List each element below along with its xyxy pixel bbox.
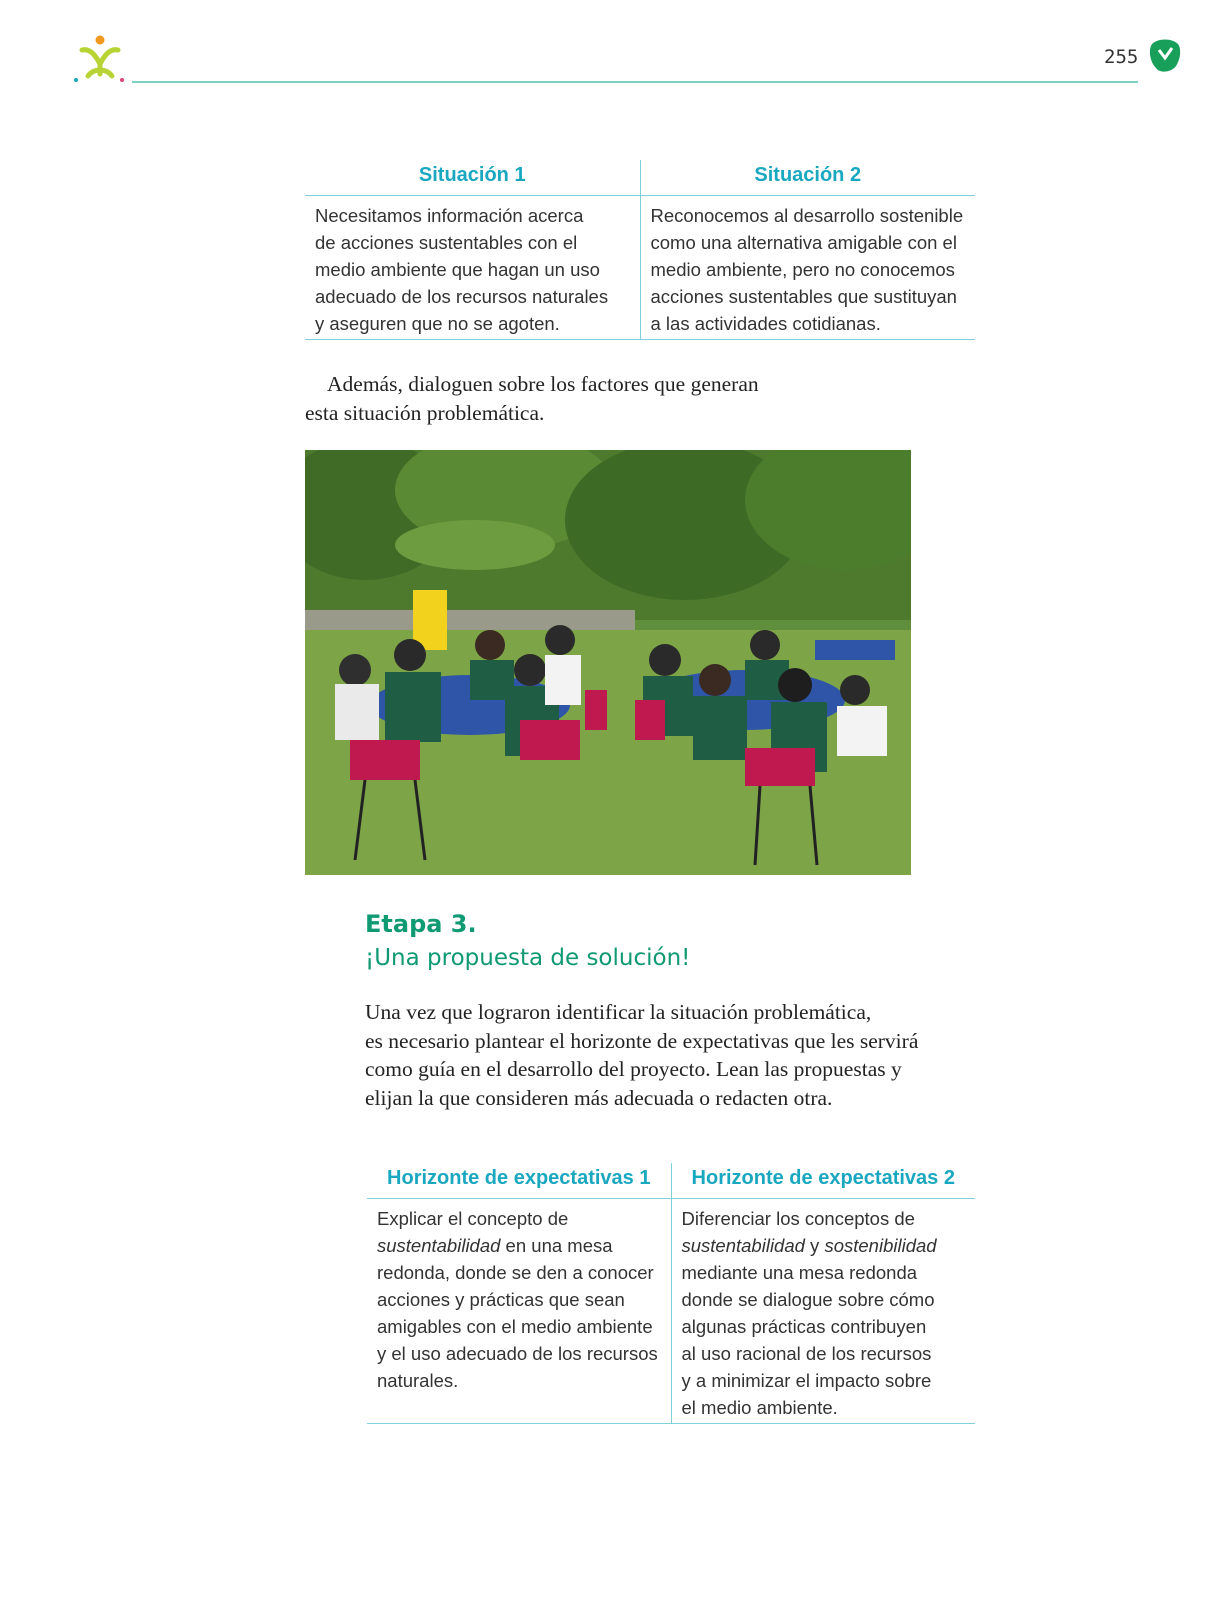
horizon-2-line: mediante una mesa redonda [681,1262,918,1283]
stage-body-line: Una vez que lograron identificar la situación problemática, [365,1000,872,1024]
situation-1-header: Situación 1 [305,160,640,196]
horizon-2-line: al uso racional de los recursos [681,1343,932,1364]
sustentabilidad-term: sustentabilidad [377,1235,501,1256]
horizon-1-header: Horizonte de expectativas 1 [367,1163,671,1199]
horizon-2-header: Horizonte de expectativas 2 [671,1163,975,1199]
situation-1-line: medio ambiente que hagan un uso [315,259,600,280]
horizon-1-line: redonda, donde se den a conocer [377,1262,654,1283]
horizon-2-line: y a minimizar el impacto sobre [681,1370,932,1391]
situation-2-line: medio ambiente, pero no conocemos [650,259,955,280]
situation-2-line: acciones sustentables que sustituyan [650,286,957,307]
horizon-2-line [682,1232,966,1259]
situation-1-line: adecuado de los recursos naturales [315,286,609,307]
horizon-1-line-rest: en una mesa [500,1235,613,1256]
horizon-1-line: naturales. [377,1370,459,1391]
program-logo-icon [72,32,128,88]
prompt-line: esta situación problemática. [305,401,545,425]
horizon-1-line: Explicar el concepto de [377,1208,569,1229]
situation-2-line: a las actividades cotidianas. [650,313,881,334]
situations-table [305,160,975,340]
horizon-2-line: Diferenciar los conceptos de [681,1208,915,1229]
stage-body-line: como guía en el desarrollo del proyecto. Lean las propuestas y [365,1057,902,1081]
sostenibilidad-term: sostenibilidad [824,1235,937,1256]
stage-body-line: elijan la que consideren más adecuada o redacten otra. [365,1085,833,1110]
horizon-1-cell [367,1199,671,1424]
stage-subtitle: ¡Una propuesta de solución! [365,945,691,971]
stage-body [365,998,965,1112]
horizon-1-line: acciones y prácticas que sean [377,1289,625,1310]
dialogue-prompt [305,370,825,428]
horizon-2-line: donde se dialogue sobre cómo [681,1289,935,1310]
situation-1-line: de acciones sustentables con el [315,232,578,253]
situation-1-cell [305,196,640,340]
prompt-line: Además, dialoguen sobre los factores que generan [327,372,759,396]
situation-2-header: Situación 2 [640,160,975,196]
horizons-table [367,1163,975,1424]
situation-2-line: como una alternativa amigable con el [650,232,957,253]
page-number: 255 [1104,46,1139,68]
sustentabilidad-term: sustentabilidad [681,1235,805,1256]
horizon-1-line: amigables con el medio ambiente [377,1316,653,1337]
horizon-1-line [377,1232,661,1259]
students-outdoor-photo [305,450,911,875]
horizon-2-line: el medio ambiente. [681,1397,838,1418]
situation-1-line: y aseguren que no se agoten. [315,313,560,334]
header-rule [132,81,1138,83]
situation-2-line: Reconocemos al desarrollo sostenible [650,205,964,226]
situation-2-cell [640,196,975,340]
stage-body-line: es necesario plantear el horizonte de expectativas que les servirá [365,1028,919,1053]
horizon-1-line: y el uso adecuado de los recursos [377,1343,658,1364]
stage-title: Etapa 3. [365,910,477,938]
page-badge-icon [1148,38,1182,74]
conjunction: y [804,1235,825,1256]
situation-1-line: Necesitamos información acerca [315,205,584,226]
horizon-2-cell [671,1199,975,1424]
horizon-2-line: algunas prácticas contribuyen [681,1316,927,1337]
